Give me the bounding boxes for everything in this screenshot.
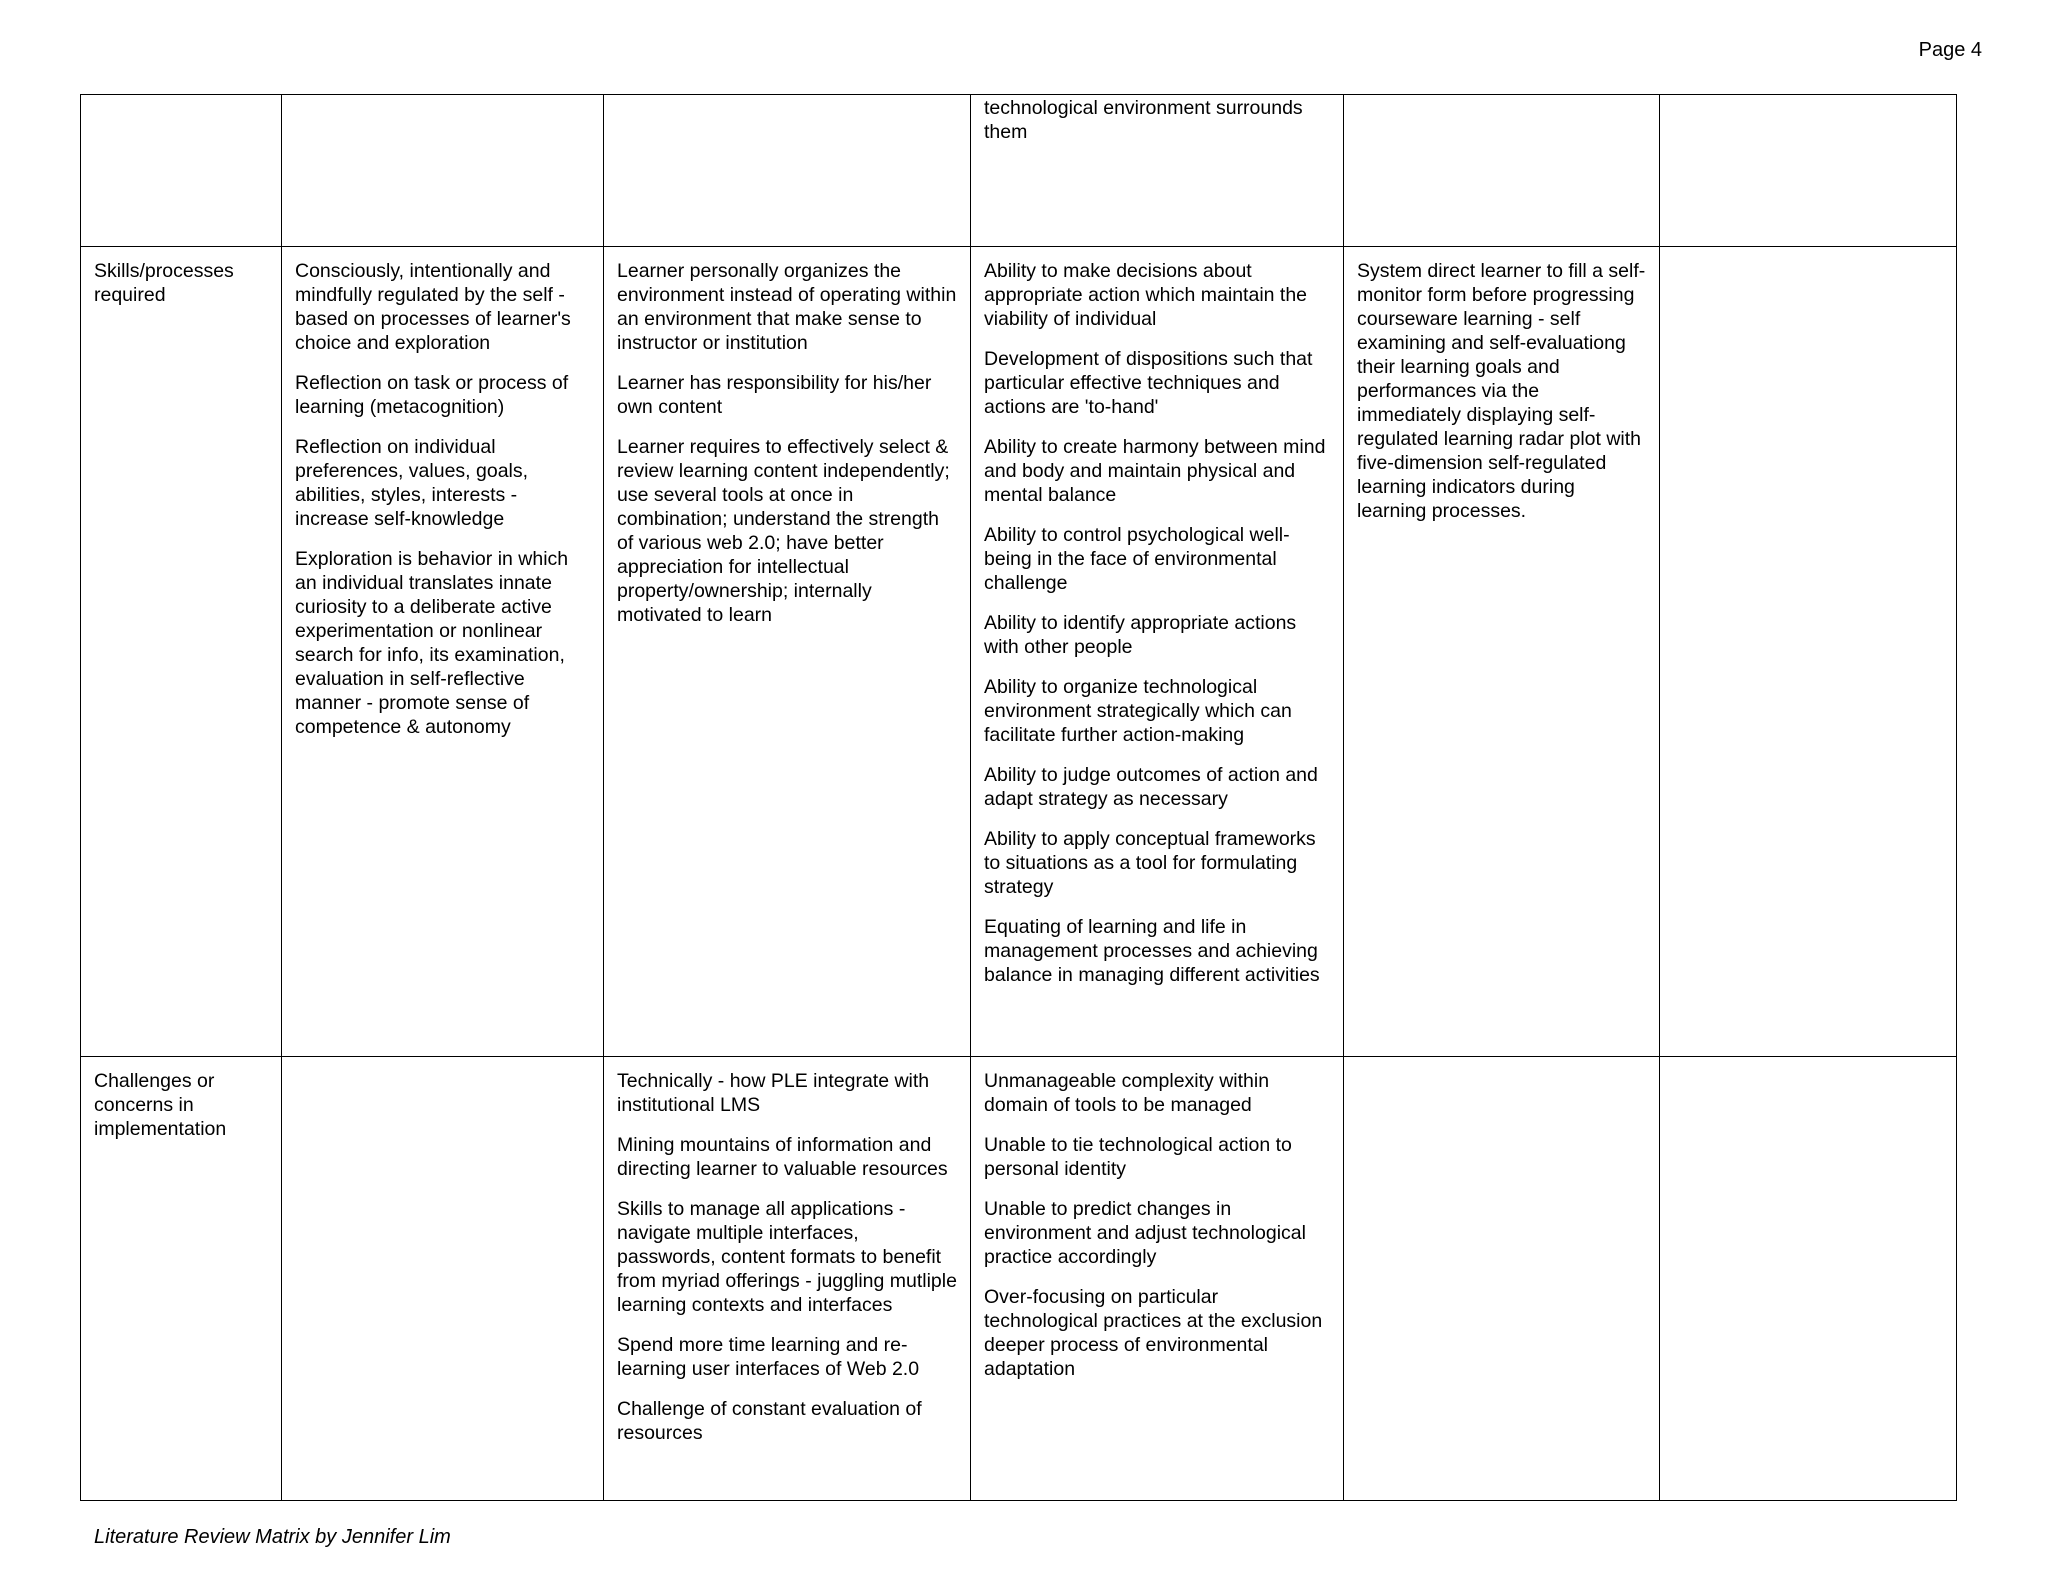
cell-paragraph: Ability to control psychological well-being in the face of environmental challenge bbox=[984, 524, 1290, 594]
cell-paragraph: Reflection on task or process of learning (metacognition) bbox=[295, 372, 569, 418]
cell-paragraph: Ability to organize technological environment strategically which can facilitate further action-making bbox=[984, 676, 1292, 746]
table-row bbox=[81, 247, 1957, 1057]
matrix-cell bbox=[282, 1057, 604, 1501]
cell-paragraph: Spend more time learning and re-learning user interfaces of Web 2.0 bbox=[617, 1334, 920, 1380]
table-row bbox=[81, 1057, 1957, 1501]
cell-paragraph: Ability to apply conceptual frameworks to situations as a tool for formulating strategy bbox=[984, 828, 1316, 898]
matrix-cell bbox=[971, 247, 1344, 1057]
cell-paragraph: Unable to predict changes in environment and adjust technological practice accordingly bbox=[984, 1198, 1306, 1268]
cell-paragraph: Equating of learning and life in management processes and achieving balance in managing different activities bbox=[984, 916, 1320, 986]
cell-paragraph: Technically - how PLE integrate with institutional LMS bbox=[617, 1070, 930, 1116]
row-label: Challenges or concerns in implementation bbox=[94, 1070, 227, 1140]
cell-paragraph: Development of dispositions such that particular effective techniques and actions are 'to-hand' bbox=[984, 348, 1313, 418]
cell-paragraph: Learner requires to effectively select & review learning content independently; use several tools at once in combination; understand the strength of various web 2.0; have better appreciation for intellectual property/ownership; internally motivated to learn bbox=[617, 436, 950, 626]
cell-paragraph: Ability to create harmony between mind and body and maintain physical and mental balance bbox=[984, 436, 1326, 506]
literature-review-matrix bbox=[80, 94, 1957, 1501]
matrix-cell bbox=[1344, 1057, 1660, 1501]
page-number: Page 4 bbox=[1918, 39, 1982, 61]
row-label-cell bbox=[81, 1057, 282, 1501]
cell-paragraph: Over-focusing on particular technological practices at the exclusion deeper process of environmental adaptation bbox=[984, 1286, 1323, 1380]
matrix-cell bbox=[1344, 95, 1660, 247]
matrix-cell bbox=[604, 1057, 971, 1501]
row-label-cell bbox=[81, 95, 282, 247]
cell-paragraph: System direct learner to fill a self-monitor form before progressing courseware learning - self examining and self-evaluationg their learning goals and performances via the immediately displaying self-regulated learning radar plot with five-dimension self-regulated learning indicators during learning processes. bbox=[1357, 260, 1646, 522]
matrix-cell bbox=[282, 247, 604, 1057]
cell-paragraph: Reflection on individual preferences, values, goals, abilities, styles, interests - increase self-knowledge bbox=[295, 436, 529, 530]
cell-paragraph: Ability to identify appropriate actions with other people bbox=[984, 612, 1297, 658]
matrix-cell bbox=[282, 95, 604, 247]
cell-paragraph: Ability to judge outcomes of action and adapt strategy as necessary bbox=[984, 764, 1318, 810]
document-footer: Literature Review Matrix by Jennifer Lim bbox=[94, 1526, 451, 1548]
cell-paragraph: Skills to manage all applications - navigate multiple interfaces, passwords, content formats to benefit from myriad offerings - juggling mutliple learning contexts and interfaces bbox=[617, 1198, 957, 1316]
matrix-cell bbox=[1660, 1057, 1957, 1501]
row-label-cell bbox=[81, 247, 282, 1057]
row-label: Skills/processes required bbox=[94, 260, 234, 306]
table-row bbox=[81, 95, 1957, 247]
cell-paragraph: Unmanageable complexity within domain of tools to be managed bbox=[984, 1070, 1270, 1116]
cell-paragraph: Challenge of constant evaluation of resources bbox=[617, 1398, 922, 1444]
matrix-cell bbox=[1660, 95, 1957, 247]
matrix-cell bbox=[1660, 247, 1957, 1057]
cell-paragraph: technological environment surrounds them bbox=[984, 97, 1303, 143]
cell-paragraph: Ability to make decisions about appropriate action which maintain the viability of individual bbox=[984, 260, 1308, 330]
cell-paragraph: Learner has responsibility for his/her own content bbox=[617, 372, 932, 418]
matrix-cell bbox=[971, 1057, 1344, 1501]
cell-paragraph: Exploration is behavior in which an individual translates innate curiosity to a deliberate active experimentation or nonlinear search for info, its examination, evaluation in self-reflective manner - promote sense of competence & autonomy bbox=[295, 548, 569, 738]
matrix-cell bbox=[971, 95, 1344, 247]
cell-paragraph: Unable to tie technological action to personal identity bbox=[984, 1134, 1292, 1180]
cell-paragraph: Mining mountains of information and directing learner to valuable resources bbox=[617, 1134, 948, 1180]
matrix-cell bbox=[1344, 247, 1660, 1057]
matrix-cell bbox=[604, 95, 971, 247]
cell-paragraph: Consciously, intentionally and mindfully regulated by the self - based on processes of learner's choice and exploration bbox=[295, 260, 571, 354]
cell-paragraph: Learner personally organizes the environment instead of operating within an environment that make sense to instructor or institution bbox=[617, 260, 957, 354]
matrix-cell bbox=[604, 247, 971, 1057]
